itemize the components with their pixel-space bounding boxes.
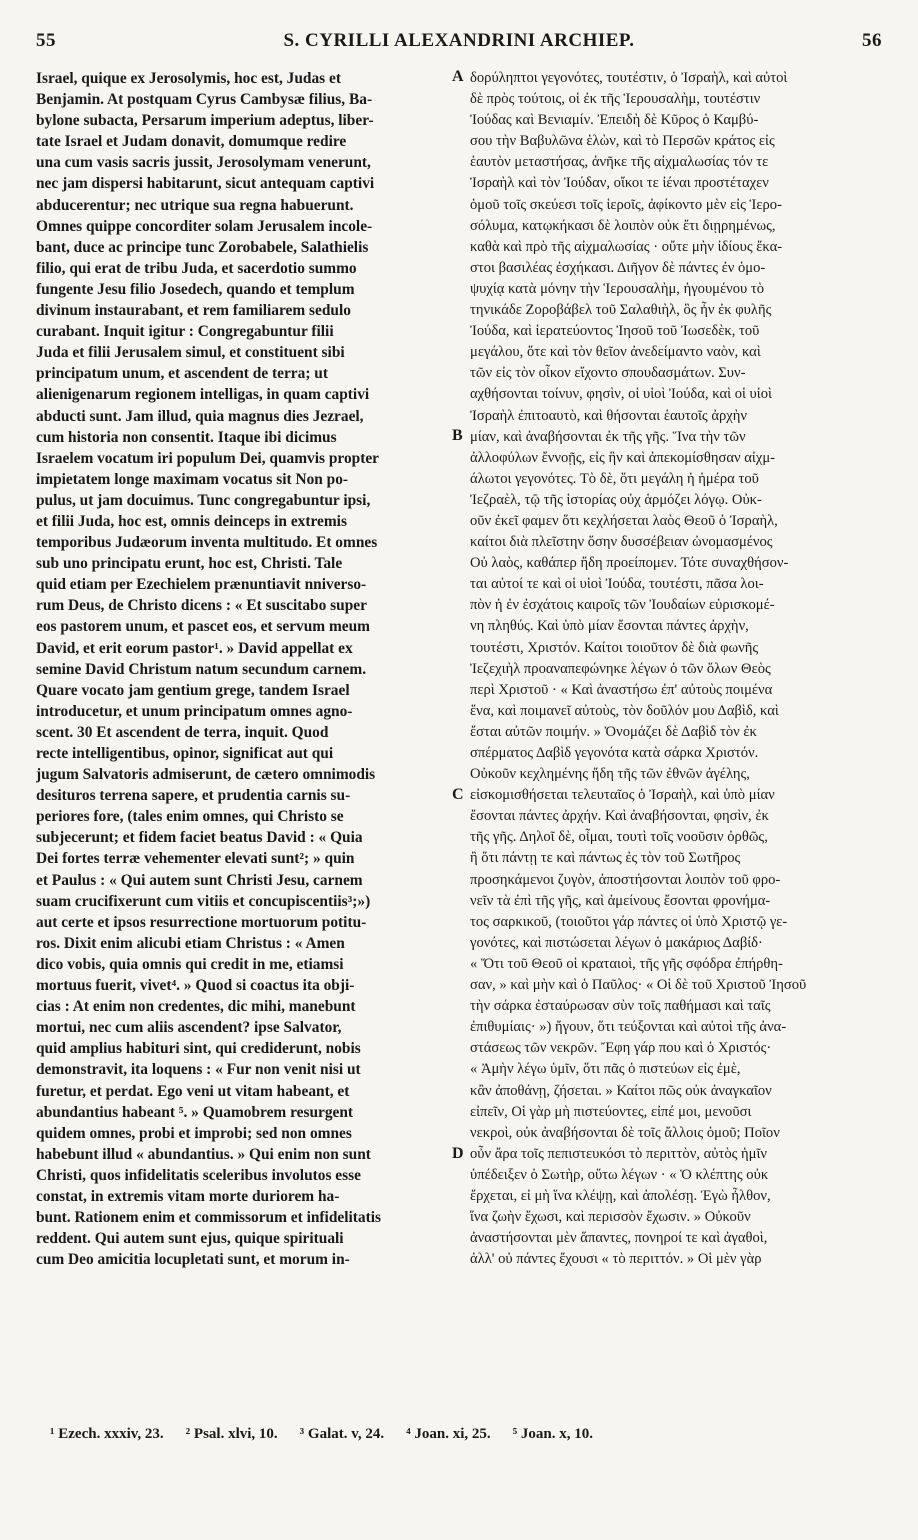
text-line: quid amplius habituri sint, qui crediderunt, nobis xyxy=(36,1040,361,1058)
text-line: καίτοι διὰ πλεῖστην ὅσην δυσσέβειαν ὠνομασμένος xyxy=(470,534,773,551)
text-line: abducerentur; nec utrique sua regna habuerunt. xyxy=(36,196,354,214)
text-line: γονότες, καὶ πιστώσεται λέγων ὁ μακάριος Δαβίδ· xyxy=(470,934,763,951)
text-line: σόλυμα, κατῳκήκασι δὲ λοιπὸν οὐκ ἔτι διῃρημένως, xyxy=(470,217,776,234)
text-line: jugum Salvatoris admiserunt, de cætero omnimodis xyxy=(36,766,376,784)
section-marker-a: A xyxy=(452,68,464,85)
text-line: Benjamin. At postquam Cyrus Cambysæ filius, Ba- xyxy=(36,91,373,109)
text-line: mortuus fuerit, vivet⁴. » Quod si coactus ita obji- xyxy=(36,977,355,995)
text-line: suam crucifixerunt cum vitiis et concupiscentiis³;») xyxy=(36,892,371,910)
text-line: nec jam dispersi habitarunt, sicut antequam captivi xyxy=(36,175,375,193)
latin-column xyxy=(36,68,450,1270)
text-line: principatum unum, et ascendent de terra; ut xyxy=(36,365,328,383)
text-line: semine David Christum natum secundum carnem. xyxy=(36,660,367,678)
text-line: tate Israel et Judam donavit, domumque redire xyxy=(36,133,347,151)
text-line: filio, qui erat de tribu Juda, et sacerdotio summo xyxy=(36,259,357,277)
text-line: sub uno principatu erunt, hoc est, Christi. Tale xyxy=(36,555,343,573)
text-line: ὁμοῦ τοῖς σκεύεσι τοῖς ἱεροῖς, ἀφίκοντο μὲν εἰς Ἱερο- xyxy=(470,196,782,213)
footnote: ¹ Ezech. xxxiv, 23. xyxy=(50,1426,164,1442)
text-line: πὸν ἡ ἐν ἐσχάτοις καιροῖς τῶν Ἰουδαίων εὑρισκομέ- xyxy=(470,597,775,614)
text-line: « Ἀμὴν λέγω ὑμῖν, ὅτι πᾶς ὁ πιστεύων εἰς ἐμὲ, xyxy=(470,1061,741,1078)
text-line: periores fore, (tales enim omnes, qui Christo se xyxy=(36,808,344,826)
text-line: μίαν, καὶ ἀναβήσονται ἐκ τῆς γῆς. Ἵνα τὴν τῶν xyxy=(470,428,746,445)
text-line: Οὐκοῦν κεχλημένης ἤδη τῆς τῶν ἐθνῶν ἀγέλης, xyxy=(470,766,750,783)
text-line: σαν, » καὶ μὴν καὶ ὁ Παῦλος· « Οἱ δὲ τοῦ Χριστοῦ Ἰησοῦ xyxy=(470,977,807,994)
text-line: rum Deus, de Christo dicens : « Et suscitabo super xyxy=(36,597,367,615)
text-line: ψυχίᾳ κατὰ μόνην τὴν Ἱερουσαλὴμ, ἡγουμένου τὸ xyxy=(470,280,765,297)
text-line: οὖν ἄρα τοῖς πεπιστευκόσι τὸ περιττὸν, αὐτὸς ἡμῖν xyxy=(470,1145,768,1162)
text-line: ται αὐτοί τε καὶ οἱ υἱοὶ Ἰούδα, τουτέστι, πᾶσα λοι- xyxy=(470,576,764,593)
text-line: ἕνα, καὶ ποιμανεῖ αὐτοὺς, τὸν δοῦλόν μου Δαβὶδ, καὶ xyxy=(470,702,779,719)
text-line: eos pastorem unum, et pascet eos, et servum meum xyxy=(36,618,370,636)
text-line: cum Deo amicitia locupletati sunt, et morum in- xyxy=(36,1251,350,1269)
text-line: mortui, nec cum aliis ascendent? ipse Salvator, xyxy=(36,1019,342,1037)
text-line: τῶν εἰς τὸν οἶκον εἴχοντο σπουδασμάτων. Συν- xyxy=(470,365,746,382)
text-line: Ἰσραὴλ ἐπιτοαυτὸ, καὶ θήσονται ἑαυτοῖς ἀρχὴν xyxy=(470,407,747,424)
text-line: ἔσται αὐτῶν ποιμήν. » Ὀνομάζει δὲ Δαβὶδ τὸν ἐκ xyxy=(470,723,757,740)
text-line: Israelem vocatum iri populum Dei, quamvis propter xyxy=(36,449,380,467)
page-number-left: 55 xyxy=(36,30,56,51)
text-line: habebunt illud « abundantius. » Qui enim non sunt xyxy=(36,1145,371,1163)
text-line: desituros terrena sapere, et prudentia carnis su- xyxy=(36,787,351,805)
text-line: προσηκάμενοι ζυγὸν, ἀποστήσονται λοιπὸν τοῦ φρο- xyxy=(470,871,781,888)
footnote: ³ Galat. v, 24. xyxy=(299,1426,385,1442)
text-line: ros. Dixit enim alicubi etiam Christus : « Amen xyxy=(36,934,345,952)
text-line: cum historia non consentit. Itaque ibi dicimus xyxy=(36,428,337,446)
text-line: impietatem longe maximam vocatus sit Non po- xyxy=(36,470,349,488)
text-line: abducti sunt. Jam illud, quia magnus dies Jezrael, xyxy=(36,407,364,425)
text-line: Ἰούδα, καὶ ἱερατεύοντος Ἰησοῦ τοῦ Ἰωσεδὲκ, τοῦ xyxy=(470,323,760,340)
text-line: Israel, quique ex Jerosolymis, hoc est, Judas et xyxy=(36,70,341,87)
text-line: abundantius habeant ⁵. » Quamobrem resurgent xyxy=(36,1103,354,1121)
text-line: ἀναστήσονται μὲν ἅπαντες, πονηροί τε καὶ ἀγαθοὶ, xyxy=(470,1230,768,1247)
text-line: αχθήσονται τοίνυν, φησὶν, οἱ υἱοὶ Ἰούδα, καὶ οἱ υἱοὶ xyxy=(470,386,772,403)
text-line: τηνικάδε Ζοροβάβελ τοῦ Σαλαθιὴλ, ὃς ἦν ἐκ φυλῆς xyxy=(470,302,772,319)
section-marker-c: C xyxy=(452,786,464,803)
text-line: Οὐ λαὸς, καθάπερ ἤδη προείπομεν. Τότε συναχθήσον- xyxy=(470,555,789,572)
text-line: una cum vasis sacris jussit, Jerosolymam venerunt, xyxy=(36,154,371,172)
footnote: ⁴ Joan. xi, 25. xyxy=(406,1426,491,1442)
text-line: δορύληπτοι γεγονότες, τουτέστιν, ὁ Ἰσραὴλ, καὶ αὐτοὶ xyxy=(470,70,788,86)
text-line: David, et erit eorum pastor¹. » David appellat ex xyxy=(36,639,353,657)
text-line: στοι βασιλέας ἐσχήκασι. Διῆγον δὲ πάντες ἐν ὁμο- xyxy=(470,259,766,276)
text-line: ἢ ὅτι πάντῃ τε καὶ πάντως ἐς τὸν τοῦ Σωτῆρος xyxy=(470,850,741,867)
text-line: Christi, quos infidelitatis sceleribus involutos esse xyxy=(36,1166,361,1184)
text-line: περὶ Χριστοῦ · « Καὶ ἀναστήσω ἐπ' αὐτοὺς ποιμένα xyxy=(470,681,773,698)
text-line: Ἰούδας καὶ Βενιαμίν. Ἐπειδὴ δὲ Κῦρος ὁ Καμβύ- xyxy=(470,112,759,129)
text-line: pulus, ut jam docuimus. Tunc congregabuntur ipsi, xyxy=(36,491,371,509)
text-line: δὲ πρὸς τούτοις, οἱ ἐκ τῆς Ἱερουσαλὴμ, τουτέστιν xyxy=(470,91,761,108)
text-line: divinum instaurabant, et rem familiarem sedulo xyxy=(36,302,351,320)
text-line: Dei fortes terræ vehementer elevati sunt²; » quin xyxy=(36,850,355,868)
text-line: κἂν ἀποθάνῃ, ζήσεται. » Καίτοι πῶς οὐκ ἀναγκαῖον xyxy=(470,1082,772,1099)
text-line: νεῖν τὰ ἐπὶ τῆς γῆς, καὶ ἀμείνους ἔσονται φρονήμα- xyxy=(470,892,771,909)
text-line: σπέρματος Δαβὶδ γεγονότα κατὰ σάρκα Χριστόν. xyxy=(470,745,759,761)
text-line: fungente Jesu filio Josedech, quando et templum xyxy=(36,280,355,298)
text-line: Quare vocato jam gentium grege, tandem Israel xyxy=(36,681,350,699)
text-line: aut certe et ipsos resurrectione mortuorum potitu- xyxy=(36,913,367,931)
text-line: et Paulus : « Qui autem sunt Christi Jesu, carnem xyxy=(36,871,363,889)
greek-column xyxy=(470,68,882,1270)
text-line: νεκροὶ, οὐκ ἀναβήσονται δὲ τοῖς ἄλλοις ὁμοῦ; Ποῖον xyxy=(470,1124,780,1141)
text-line: ἔρχεται, εἰ μὴ ἵνα κλέψῃ, καὶ ἀπολέσῃ. Ἐγὼ ἦλθον, xyxy=(470,1187,771,1204)
text-line: Ἰσραὴλ καὶ τὸν Ἰούδαν, οἴκοι τε ἰέναι προστέταχεν xyxy=(470,175,769,192)
section-marker-d: D xyxy=(452,1145,464,1162)
text-line: « Ὅτι τοῦ Θεοῦ οἱ κραταιοὶ, τῆς γῆς σφόδρα ἐπήρθη- xyxy=(470,955,783,972)
text-line: τουτέστι, Χριστόν. Καίτοι τοιοῦτον δὲ διὰ φωνῆς xyxy=(470,639,759,656)
text-line: scent. 30 Et ascendent de terra, inquit. Quod xyxy=(36,723,329,741)
running-title: S. CYRILLI ALEXANDRINI ARCHIEP. xyxy=(283,30,635,51)
text-line: ἀλλ' οὐ πάντες ἔχουσι « τὸ περιττόν. » Οἱ μὲν γὰρ xyxy=(470,1251,762,1268)
text-line: ἐπιθυμίαις· ») ἤγουν, ὅτι τεύξονται καὶ αὐτοὶ τῆς ἀνα- xyxy=(470,1019,787,1036)
text-line: Ἰεζραὲλ, τῷ τῆς ἱστορίας οὐχ ἁρμόζει λόγῳ. Οὐκ- xyxy=(470,491,762,508)
footnote: ² Psal. xlvi, 10. xyxy=(185,1426,278,1442)
text-line: quidem omnes, probi et improbi; sed non omnes xyxy=(36,1124,352,1142)
text-line: ἵνα ζωὴν ἔχωσι, καὶ περισσὸν ἔχωσιν. » Οὐκοῦν xyxy=(470,1209,751,1226)
text-line: cias : At enim non credentes, dic mihi, manebunt xyxy=(36,998,356,1016)
text-line: temporibus Judæorum inventa multitudo. Et omnes xyxy=(36,534,378,552)
text-line: ὑπέδειξεν ὁ Σωτὴρ, οὕτω λέγων · « Ὁ κλέπτης οὐκ xyxy=(470,1166,769,1183)
text-line: Ἰεζεχιὴλ προαναπεφώνηκε λέγων ὁ τῶν ὅλων Θεὸς xyxy=(470,660,771,677)
text-line: τῆς γῆς. Δηλοῖ δὲ, οἶμαι, τουτὶ τοῖς νοοῦσιν ὀρθῶς, xyxy=(470,829,768,846)
text-line: reddent. Qui autem sunt ejus, quique spirituali xyxy=(36,1230,344,1248)
text-line: καθὰ καὶ πρὸ τῆς αἰχμαλωσίας · οὔτε μὴν ἰδίους ἕκα- xyxy=(470,238,783,255)
text-line: σου τὴν Βαβυλῶνα ἑλὼν, καὶ τὸ Περσῶν κράτος εἰς xyxy=(470,133,775,150)
text-line: στάσεως τῶν νεκρῶν. Ἔφη γάρ που καὶ ὁ Χριστός· xyxy=(470,1040,772,1057)
text-line: bant, duce ac principe tunc Zorobabele, Salathielis xyxy=(36,238,369,256)
text-line: recte intelligentibus, opinor, significat aut qui xyxy=(36,745,334,762)
text-line: bylone subacta, Persarum imperium adeptus, liber- xyxy=(36,112,374,130)
text-line: subjecerunt; et fidem faciet beatus David : « Quia xyxy=(36,829,363,847)
text-line: άλωτοι γεγονότες. Τὸ δὲ, ὅτι μεγάλη ἡ ἡμέρα τοῦ xyxy=(470,470,759,487)
section-marker-b: B xyxy=(452,427,463,444)
text-line: dico vobis, quia omnis qui credit in me, etiamsi xyxy=(36,955,344,973)
footnotes xyxy=(50,1426,882,1443)
text-line: ἀλλοφύλων ἔννοῇς, εἰς ἣν καὶ ἀπεκομίσθησαν αἰχμ- xyxy=(470,449,776,466)
text-line: ἑαυτὸν μεταστήσας, ἀνῆκε τῆς αἰχμαλωσίας τόν τε xyxy=(470,154,769,171)
text-line: Omnes quippe concorditer solam Jerusalem incole- xyxy=(36,217,373,235)
page-number-right: 56 xyxy=(862,30,882,51)
text-line: constat, in extremis vitam morte duriorem ha- xyxy=(36,1187,340,1205)
text-line: furetur, et perdat. Ego veni ut vitam habeant, et xyxy=(36,1082,350,1100)
text-line: οῦν ἐκεῖ φαμεν ὅτι κεχλήσεται λαὸς Θεοῦ ὁ Ἰσραὴλ, xyxy=(470,512,778,529)
text-line: alienigenarum regionem intelligas, in quam captivi xyxy=(36,386,370,404)
text-line: demonstravit, ita loquens : « Fur non venit nisi ut xyxy=(36,1061,361,1079)
text-line: τος σαρκικοῦ, (τοιοῦτοι γάρ πάντες οἱ ὑπὸ Χριστῷ γε- xyxy=(470,913,788,930)
text-line: et filii Juda, hoc est, omnis deinceps in extremis xyxy=(36,512,347,530)
text-line: τὴν σάρκα ἐσταύρωσαν σὺν τοῖς παθήμασι καὶ ταῖς xyxy=(470,998,771,1015)
text-line: Juda et filii Jerusalem simul, et constituent sibi xyxy=(36,344,345,362)
text-line: ἔσονται πάντες ἀρχήν. Καὶ ἀναβήσονται, φησὶν, ἐκ xyxy=(470,808,769,825)
text-line: bunt. Rationem enim et commissorum et infidelitatis xyxy=(36,1209,381,1227)
text-line: εἰπεῖν, Οἱ γὰρ μὴ πιστεύοντες, εἰπέ μοι, μενοῦσι xyxy=(470,1103,752,1120)
running-header xyxy=(36,30,882,60)
text-line: quid etiam per Ezechielem prænuntiavit nniverso- xyxy=(36,576,367,594)
text-line: μεγάλου, ὅτε καὶ τὸν θεῖον ἀνεδείμαντο ναὸν, καὶ xyxy=(470,344,761,361)
text-line: introducetur, et unum principatum omnes agno- xyxy=(36,702,353,720)
footnote: ⁵ Joan. x, 10. xyxy=(512,1426,594,1442)
text-line: νη πληθύς. Καὶ ὑπὸ μίαν ἔσονται πάντες ἀρχὴν, xyxy=(470,618,749,635)
text-line: curabant. Inquit igitur : Congregabuntur filii xyxy=(36,323,334,341)
text-line: εἰσκομισθήσεται τελευταῖος ὁ Ἰσραὴλ, καὶ ὑπὸ μίαν xyxy=(470,787,775,804)
